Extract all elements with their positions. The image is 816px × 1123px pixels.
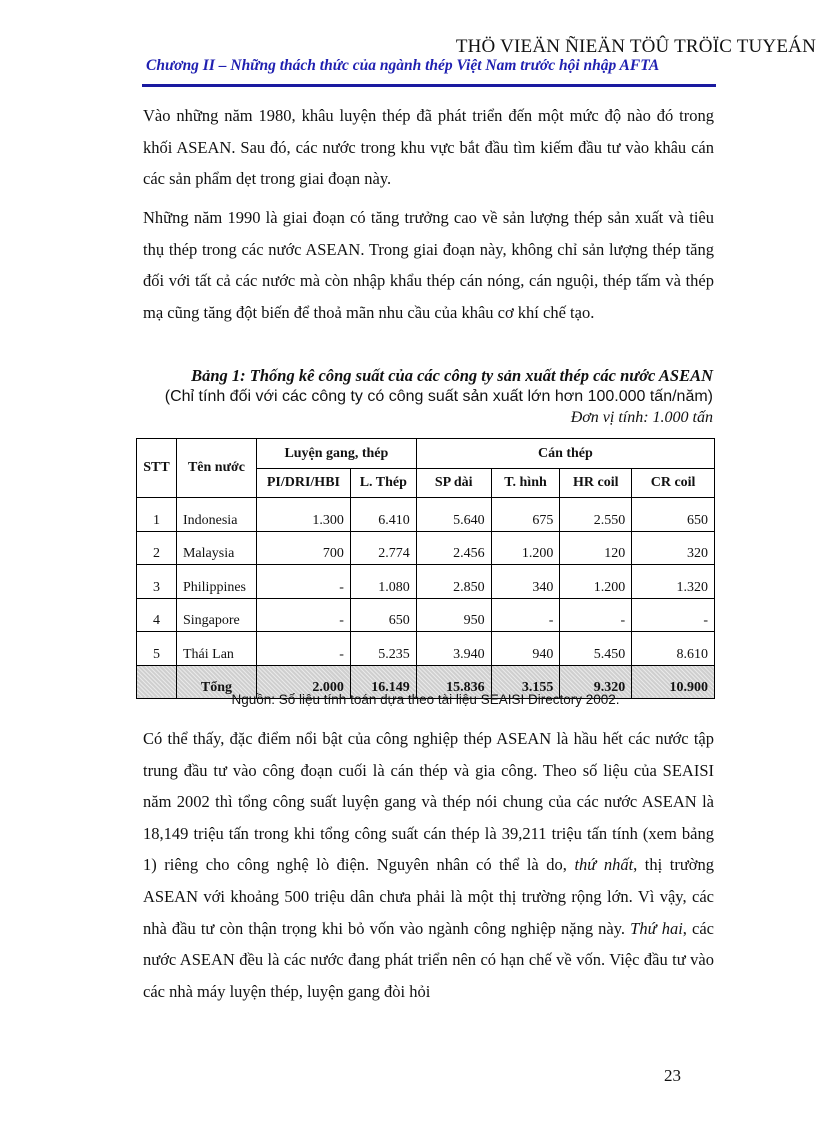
- cell-value: -: [560, 598, 632, 632]
- paragraph-analysis-part-a: Có thể thấy, đặc điểm nổi bật của công nghiệp thép ASEAN là hầu hết các nước tập trung đầu tư vào công đoạn cuối là cán thép và gia công. Theo số liệu của SEAISI năm 2002 thì tổng công suất luyện gang và thép nói chung của các nước ASEAN là 18,149 triệu tấn trong khi tổng công suất cán thép là 39,211 triệu tấn tính (xem bảng 1) riêng cho công nghệ lò điện. Nguyên nhân có thể là do,: [143, 729, 714, 875]
- cell-stt: 1: [137, 498, 177, 532]
- cell-value: 2.550: [560, 498, 632, 532]
- cell-total-value: 10.900: [632, 665, 715, 699]
- header-group-rolling: Cán thép: [416, 439, 714, 469]
- cell-value: -: [256, 565, 350, 599]
- header-rule: [142, 84, 716, 87]
- cell-stt: 3: [137, 565, 177, 599]
- cell-stt: 5: [137, 632, 177, 666]
- header-col-hrcoil: HR coil: [560, 469, 632, 498]
- cell-value: 120: [560, 531, 632, 565]
- page-number: 23: [664, 1066, 681, 1085]
- cell-country: Indonesia: [176, 498, 256, 532]
- table-row: [137, 531, 715, 565]
- cell-total-value: 2.000: [256, 665, 350, 699]
- capacity-table: [136, 438, 715, 699]
- cell-value: 340: [491, 565, 560, 599]
- table-row: [137, 632, 715, 666]
- cell-value: -: [256, 598, 350, 632]
- cell-value: 950: [416, 598, 491, 632]
- cell-value: 5.640: [416, 498, 491, 532]
- paragraph-1980s: Vào những năm 1980, khâu luyện thép đã phát triển đến một mức độ nào đó trong khối ASEAN. Sau đó, các nước trong khu vực bắt đầu tìm kiếm đầu tư vào khâu cán các sản phẩm dẹt trong giai đoạn này.: [143, 106, 714, 189]
- table-subtitle: (Chỉ tính đối với các công ty có công suất sản xuất lớn hơn 100.000 tấn/năm): [164, 388, 713, 405]
- cell-value: 6.410: [350, 498, 416, 532]
- header-col-thinh: T. hình: [491, 469, 560, 498]
- header-col-crcoil: CR coil: [632, 469, 715, 498]
- cell-value: -: [491, 598, 560, 632]
- header-group-smelting: Luyện gang, thép: [256, 439, 416, 469]
- header-col-spdai: SP dài: [416, 469, 491, 498]
- paragraph-analysis-part-c: , các nước ASEAN đều là các nước đang phát triển nên có hạn chế về vốn. Việc đầu tư vào các nhà máy luyện thép, luyện gang đòi hỏi: [143, 918, 714, 1001]
- paragraph-analysis-part-b: , thị trường ASEAN với khoảng 500 triệu dân chưa phải là một thị trường rộng lớn. Vì vậy, các nhà đầu tư còn thận trọng khi bỏ vốn vào ngành công nghiệp nặng này.: [143, 855, 715, 938]
- header-col-lthep: L. Thép: [350, 469, 416, 498]
- cell-stt: 4: [137, 598, 177, 632]
- cell-country: Singapore: [176, 598, 256, 632]
- cell-country: Malaysia: [176, 531, 256, 565]
- cell-value: 2.774: [350, 531, 416, 565]
- table-row: [137, 565, 715, 599]
- emphasis-first: thứ nhất: [574, 855, 634, 875]
- cell-total-value: 9.320: [560, 665, 632, 699]
- cell-value: 320: [632, 531, 715, 565]
- header-col-pidrihbi: PI/DRI/HBI: [256, 469, 350, 498]
- cell-value: 1.200: [491, 531, 560, 565]
- chapter-title: Chương II – Những thách thức của ngành thép Việt Nam trước hội nhập AFTA: [146, 57, 660, 74]
- table-title: Bảng 1: Thống kê công suất của các công ty sản xuất thép các nước ASEAN: [191, 366, 713, 385]
- cell-value: 8.610: [632, 632, 715, 666]
- paragraph-analysis: [143, 723, 714, 1007]
- cell-country: Philippines: [176, 565, 256, 599]
- cell-value: 700: [256, 531, 350, 565]
- cell-value: 1.200: [560, 565, 632, 599]
- cell-value: 2.456: [416, 531, 491, 565]
- cell-total-value: 16.149: [350, 665, 416, 699]
- cell-value: 650: [350, 598, 416, 632]
- cell-value: 5.235: [350, 632, 416, 666]
- header-country: Tên nước: [176, 439, 256, 498]
- cell-value: 675: [491, 498, 560, 532]
- table-row: [137, 598, 715, 632]
- table-row: [137, 498, 715, 532]
- cell-value: 940: [491, 632, 560, 666]
- cell-value: -: [632, 598, 715, 632]
- table-header-row-1: [137, 439, 715, 469]
- cell-total-label: Tổng: [176, 665, 256, 699]
- cell-value: -: [256, 632, 350, 666]
- cell-value: 2.850: [416, 565, 491, 599]
- cell-stt: 2: [137, 531, 177, 565]
- cell-value: 5.450: [560, 632, 632, 666]
- table-unit: Đơn vị tính: 1.000 tấn: [570, 409, 713, 426]
- cell-value: 1.320: [632, 565, 715, 599]
- emphasis-second: Thứ hai: [630, 918, 683, 938]
- table-source-note: Nguồn: Số liệu tính toán dựa theo tài liệu SEAISI Directory 2002.: [231, 692, 620, 707]
- cell-total-value: 15.836: [416, 665, 491, 699]
- paragraph-1990s: Những năm 1990 là giai đoạn có tăng trưởng cao về sản lượng thép sản xuất và tiêu thụ thép trong các nước ASEAN. Trong giai đoạn này, không chỉ sản lượng thép tăng đối với tất cả các nước mà còn nhập khẩu thép cán nóng, cán nguội, thép tấm và thép mạ cũng tăng đột biến để thoả mãn nhu cầu của khâu cơ khí chế tạo.: [143, 208, 714, 322]
- cell-value: 650: [632, 498, 715, 532]
- cell-country: Thái Lan: [176, 632, 256, 666]
- cell-value: 3.940: [416, 632, 491, 666]
- header-stt: STT: [137, 439, 177, 498]
- cell-total-value: 3.155: [491, 665, 560, 699]
- cell-value: 1.080: [350, 565, 416, 599]
- cell-value: 1.300: [256, 498, 350, 532]
- site-watermark: THÖ VIEÄN ÑIEÄN TÖÛ TRÖÏC TUYEÁN: [455, 36, 816, 57]
